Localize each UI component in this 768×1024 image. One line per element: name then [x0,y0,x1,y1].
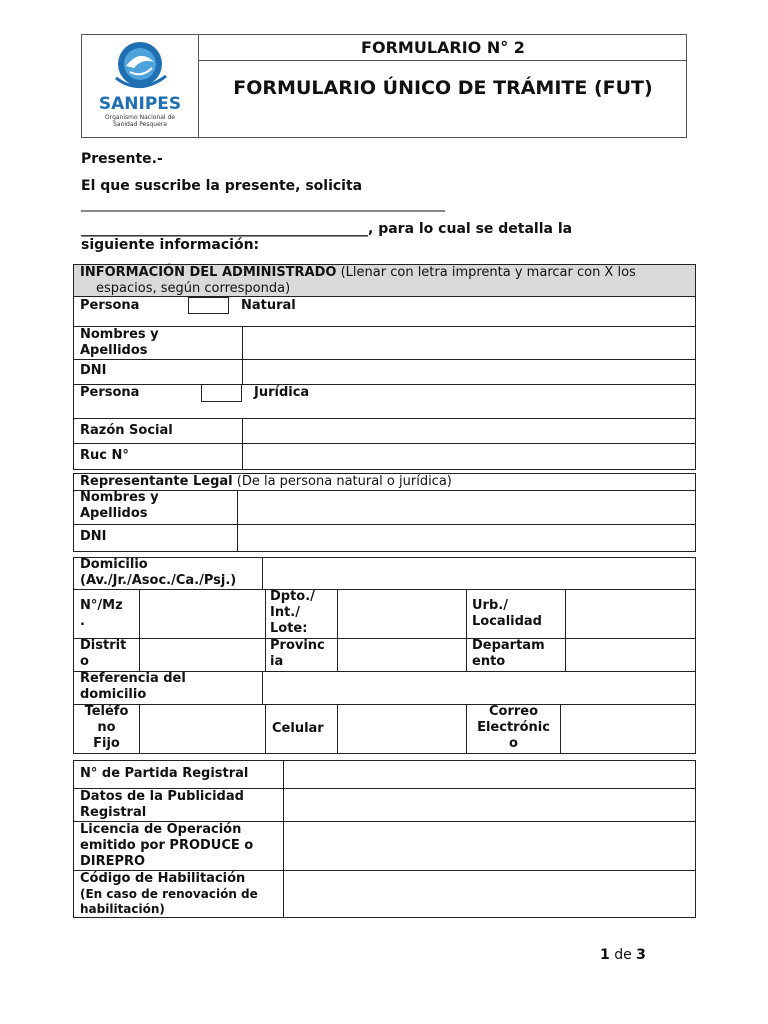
section2-title: Representante Legal [80,474,233,489]
s2-nombres-line1: Nombres y [80,490,159,505]
s1-row-line [73,384,696,385]
dni-label: DNI [80,363,107,378]
departamento-line2: ento [472,654,506,669]
licencia-line1: Licencia de Operación [80,822,242,837]
logo-subtitle-line1: Organismo Nacional de [105,114,175,121]
s2-nombres-line2: Apellidos [80,506,148,521]
ruc-label: Ruc N° [80,448,129,463]
logo-subtitle-line2: Sanidad Pesquera [113,121,167,128]
correo-label [467,704,560,752]
urb-line1: Urb./ [472,598,508,613]
section2-title-block [80,474,452,490]
correo-input[interactable] [561,705,695,754]
ruc-input[interactable] [243,444,695,469]
nombres-label [80,327,159,359]
nmz-label [80,598,123,630]
codigo-line2: (En caso de renovación de [80,887,258,901]
intro-line1: El que suscribe la presente, solicita [81,178,363,194]
dpto-input[interactable] [338,590,466,638]
intro-present: Presente.- [81,151,163,167]
publicidad-line2: Registral [80,805,147,820]
celular-input[interactable] [338,705,466,754]
nmz-line1: N°/Mz [80,598,123,613]
distrito-line2: o [80,654,89,669]
nombres-label-line1: Nombres y [80,327,159,342]
persona2-label: Persona [80,385,140,400]
provincia-line1: Provinc [270,638,325,653]
referencia-label [80,671,186,703]
correo-line1: Correo [488,704,539,719]
licencia-label [80,822,253,870]
dpto-line2: Int./ [270,605,300,620]
nmz-input[interactable] [140,590,265,638]
licencia-line2: emitido por PRODUCE o [80,838,254,853]
razon-social-input[interactable] [243,419,695,443]
partida-label: N° de Partida Registral [80,766,249,781]
s3-col-line [466,589,467,671]
page-indicator [600,947,646,963]
publicidad-input[interactable] [284,789,695,821]
s3-col-line [265,589,266,671]
telefono-line3: Fijo [93,736,120,751]
urb-input[interactable] [566,590,695,638]
provincia-input[interactable] [338,639,466,671]
dpto-line1: Dpto./ [270,589,315,604]
departamento-line1: Departam [472,638,545,653]
partida-input[interactable] [284,761,695,788]
nmz-line2: . [80,614,85,629]
dpto-line3: Lote: [270,621,308,636]
correo-line2: Electrónic [477,720,550,735]
publicidad-label [80,789,244,821]
codigo-line3: habilitación) [80,902,165,916]
domicilio-line1: Domicilio [80,557,148,572]
s2-dni-input[interactable] [238,525,695,552]
section1-note2: espacios, según corresponda) [96,281,291,296]
licencia-line3: DIREPRO [80,854,146,869]
domicilio-input[interactable] [263,558,695,589]
section1-note1: (Llenar con letra imprenta y marcar con X los [340,265,636,280]
juridica-label: Jurídica [254,385,310,400]
domicilio-line2: (Av./Jr./Asoc./Ca./Psj.) [80,573,237,588]
correo-line3: o [509,736,518,751]
section2-note: (De la persona natural o jurídica) [236,474,452,489]
form-number: FORMULARIO N° 2 [361,38,525,57]
s1-row-line [73,469,696,470]
telefono-label [74,704,139,752]
section1-title: INFORMACIÓN DEL ADMINISTRADO [80,265,337,280]
codigo-label [80,871,258,917]
distrito-label [80,638,126,670]
intro-blank1[interactable]: ____________________________________________________ [81,196,445,212]
telefono-line1: Teléfo [84,704,129,719]
logo-subtitle [86,114,194,128]
persona-natural-checkbox[interactable] [188,297,229,314]
codigo-input[interactable] [284,871,695,918]
dpto-label [270,589,315,637]
celular-label: Celular [272,721,324,736]
referencia-line1: Referencia del [80,671,186,686]
header-divider-horizontal [198,60,687,61]
referencia-input[interactable] [263,672,695,704]
form-title: FORMULARIO ÚNICO DE TRÁMITE (FUT) [233,77,653,99]
s2-nombres-label [80,490,159,522]
departamento-label [472,638,545,670]
intro-line3: _________________________________________, para lo cual se detalla la [81,221,573,237]
s3-col-line [265,704,266,754]
distrito-line1: Distrit [80,638,127,653]
telefono-input[interactable] [140,705,265,754]
logo-name: SANIPES [98,94,182,114]
persona-juridica-checkbox[interactable] [201,384,242,402]
natural-label: Natural [241,298,296,313]
razon-social-label: Razón Social [80,423,173,438]
s2-nombres-input[interactable] [238,491,695,524]
intro-line4: siguiente información: [81,237,260,253]
s2-dni-label: DNI [80,529,107,544]
provincia-label [270,638,325,670]
urb-label [472,598,542,630]
publicidad-line1: Datos de la Publicidad [80,789,244,804]
urb-line2: Localidad [472,614,542,629]
nombres-input[interactable] [243,327,695,359]
referencia-line2: domicilio [80,687,147,702]
nombres-label-line2: Apellidos [80,343,148,358]
section1-title-block [80,265,695,297]
distrito-input[interactable] [140,639,265,671]
dni-input[interactable] [243,360,695,384]
page-total: 3 [636,947,646,963]
codigo-line1: Código de Habilitación [80,871,246,886]
page-of: de [614,947,632,963]
telefono-line2: no [97,720,116,735]
departamento-input[interactable] [566,639,695,671]
licencia-input[interactable] [284,822,695,870]
page-current: 1 [600,947,610,963]
domicilio-label [80,557,236,589]
provincia-line2: ia [270,654,284,669]
persona-label: Persona [80,298,140,313]
